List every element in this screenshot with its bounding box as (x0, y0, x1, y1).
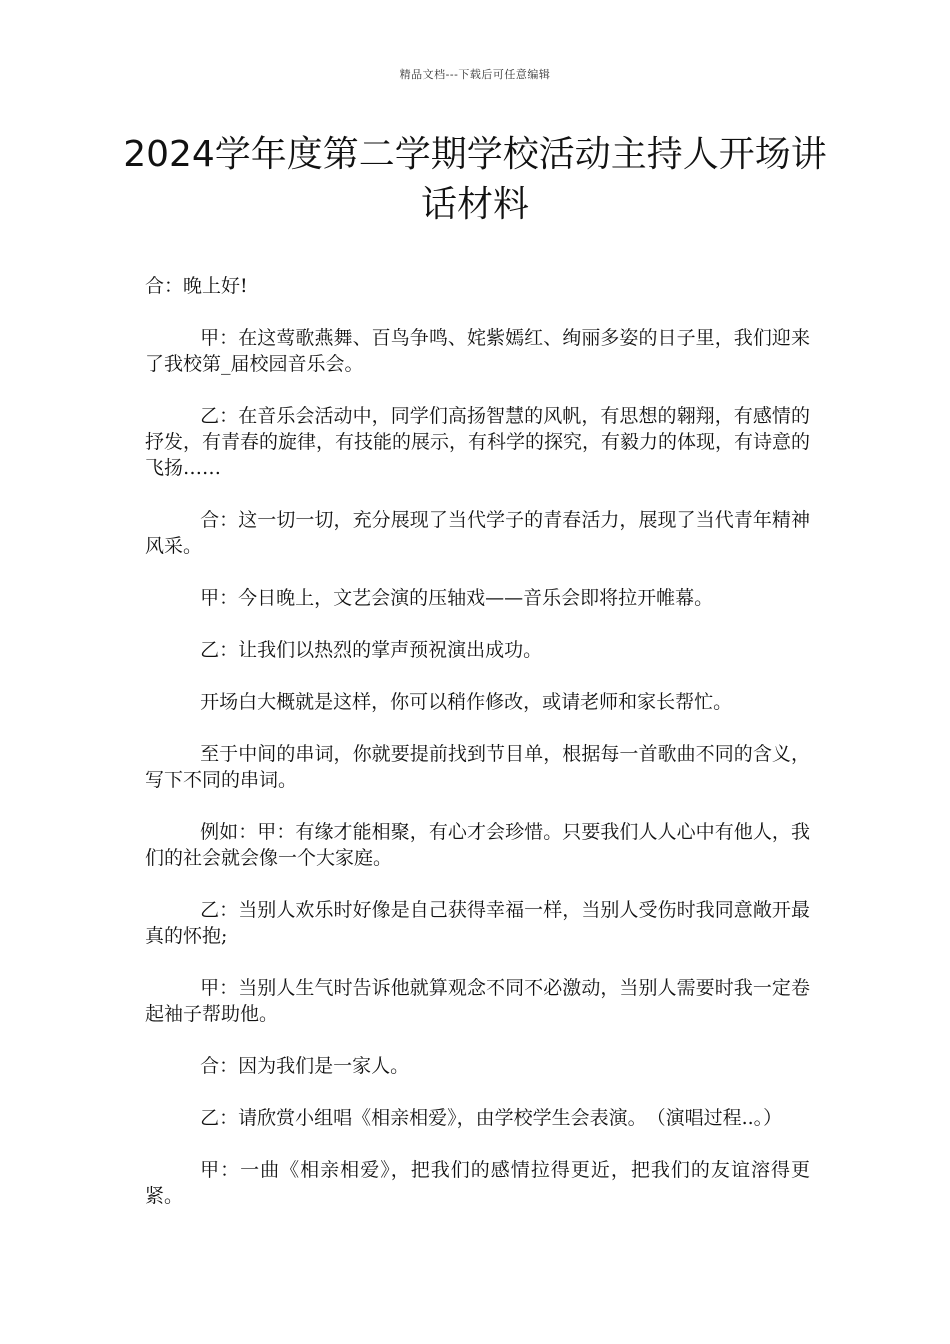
paragraph: 乙：请欣赏小组唱《相亲相爱》，由学校学生会表演。 （演唱过程..。） (200, 1107, 783, 1129)
paragraph: 甲：今日晚上，文艺会演的压轴戏——音乐会即将拉开帷幕。 (200, 587, 714, 609)
document-title: 2024学年度第二学期学校活动主持人开场讲话材料 (123, 134, 827, 225)
paragraph: 乙：让我们以热烈的掌声预祝演出成功。 (200, 639, 543, 661)
paragraph: 乙：当别人欢乐时好像是自己获得幸福一样，当别人受伤时我同意敞开最真的怀抱; (145, 899, 810, 947)
paragraph: 合：这一切一切，充分展现了当代学子的青春活力，展现了当代青年精神风采。 (145, 509, 810, 557)
paragraph: 甲：当别人生气时告诉他就算观念不同不必激动，当别人需要时我一定卷起袖子帮助他。 (145, 977, 810, 1025)
paragraph: 至于中间的串词，你就要提前找到节目单，根据每一首歌曲不同的含义，写下不同的串词。 (145, 743, 810, 791)
paragraph: 开场白大概就是这样，你可以稍作修改，或请老师和家长帮忙。 (200, 691, 733, 713)
paragraph: 合：晚上好! (145, 275, 248, 297)
document-body (145, 273, 810, 1235)
paragraph: 甲：一曲《相亲相爱》，把我们的感情拉得更近，把我们的友谊溶得更紧。 (145, 1159, 810, 1207)
paragraph: 例如：甲：有缘才能相聚，有心才会珍惜。只要我们人人心中有他人，我们的社会就会像一个大家庭。 (145, 821, 810, 869)
paragraph: 乙：在音乐会活动中，同学们高扬智慧的风帆，有思想的翱翔，有感情的抒发，有青春的旋律，有技能的展示，有科学的探究，有毅力的体现，有诗意的飞扬…… (145, 405, 811, 479)
header-note: 精品文档---下载后可任意编辑 (399, 68, 551, 81)
paragraph: 甲：在这莺歌燕舞、百鸟争鸣、姹紫嫣红、绚丽多姿的日子里，我们迎来了我校第_届校园音乐会。 (145, 327, 810, 375)
paragraph: 合：因为我们是一家人。 (200, 1055, 410, 1077)
